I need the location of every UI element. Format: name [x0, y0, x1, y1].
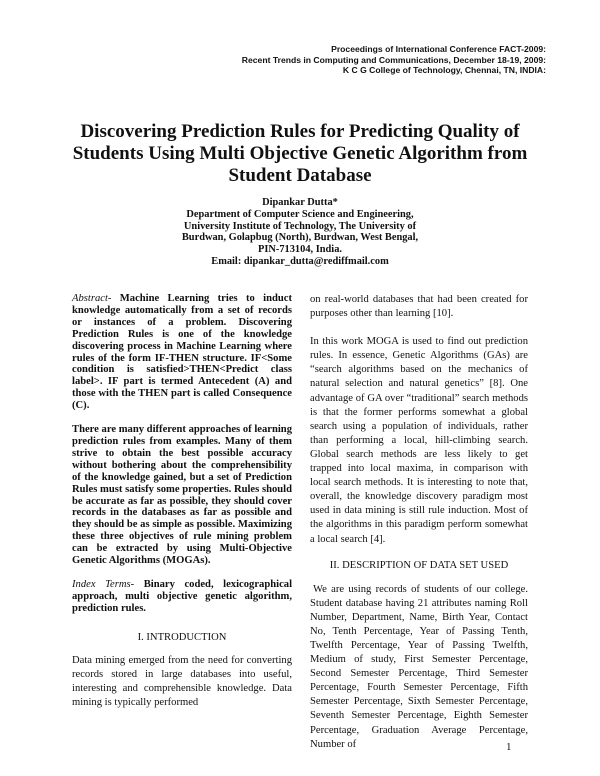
index-terms-text: Binary coded, lexicographical approach, multi objective genetic algorithm, prediction rules. — [72, 578, 293, 614]
header-line: Recent Trends in Computing and Communications, December 18-19, 2009: — [241, 54, 546, 65]
abstract-paragraph: There are many different approaches of learning prediction rules from examples. Many of them strive to obtain the best possible accuracy without bothering about the comprehensibility of the knowledge gained, but a set of Prediction Rules must satisfy some properties. Rules should be accurate as far as possible, they should cover records in the databases as far as possible and they should be as simple as possible. Maximizing these three objectives of rule mining problem can be extracted by using Multi-Objective Genetic Algorithms (MOGAs). — [72, 424, 292, 567]
author-email: Email: dipankar_dutta@rediffmail.com — [211, 255, 389, 267]
section-heading: II. DESCRIPTION OF DATA SET USED — [329, 559, 509, 571]
page-number: 1 — [506, 741, 512, 753]
body-paragraph: In this work MOGA is used to find out prediction rules. In essence, Genetic Algorithms (GAs) are “search algorithms based on the mechanics of natural selection and natural genetics” [8]. One advantage of GA over “traditional” search methods is that the former performs somewhat a global search using a population of individuals, rather than performing a local, hill-climbing search. Global search methods are less likely to get trapped into local maxima, in comparison with local search methods. It is interesting to note that, overall, the knowledge discovery paradigm most used in data mining is still rule induction. Most of the algorithms in this paradigm perform somewhat a local search [4]. — [310, 336, 528, 545]
affiliation-line: PIN-713104, India. — [257, 244, 342, 256]
author-name: Dipankar Dutta* — [262, 197, 338, 208]
author-block — [140, 197, 460, 268]
affiliation-line: Burdwan, Golapbug (North), Burdwan, West Bengal, — [181, 232, 419, 244]
title-line: Students Using Multi Objective Genetic Algorithm from — [72, 143, 528, 164]
dataset-paragraph: We are using records of students of our college. Student database having 21 attributes naming Roll Number, Department, Name, Birth Year, Contact No, Tenth Percentage, Year of Passing Tenth, Twelfth Percentage, Year of Passing Twelfth, Medium of study, First Semester Percentage, Second Semester Percentage, Third Semester Percentage, Fourth Semester Percentage, Fifth Semester Percentage, Sixth Semester Percentage, Seventh Semester Percentage, Eighth Semester Percentage, Graduation Average Percentage, Number of — [310, 583, 528, 750]
intro-paragraph: Data mining emerged from the need for converting records stored in large databases into useful, interesting and comprehensible knowledge. Data mining is typically performed — [72, 654, 292, 708]
abstract — [72, 293, 292, 412]
abstract-label: Abstract- — [72, 293, 112, 304]
paper-title — [60, 121, 540, 187]
index-terms — [72, 579, 292, 615]
section-heading: I. INTRODUCTION — [137, 631, 227, 643]
header-line: Proceedings of International Conference FACT-2009: — [331, 44, 546, 54]
affiliation-line: Department of Computer Science and Engineering, — [186, 208, 414, 220]
title-line: Discovering Prediction Rules for Predicting Quality of — [80, 121, 520, 142]
body-paragraph: on real-world databases that had been created for purposes other than learning [10]. — [310, 294, 528, 320]
left-column — [72, 293, 292, 710]
abstract-text: Machine Learning tries to induct knowledge automatically from a set of records or instances of a problem. Discovering Prediction Rules is one of the knowledge discovering process in Machine Learning where rules of the form IF-THEN structure. IF<Some condition is satisfied>THEN<Predict class label>. IF part is termed Antecedent (A) and those with the THEN part is called Consequence (C). — [72, 293, 292, 412]
title-line: Student Database — [228, 165, 372, 186]
conference-header — [240, 44, 546, 76]
header-line: K C G College of Technology, Chennai, TN, INDIA: — [342, 65, 546, 75]
right-column — [310, 293, 528, 752]
index-terms-label: Index Terms- — [72, 578, 135, 590]
affiliation-line: University Institute of Technology, The University of — [183, 220, 417, 232]
